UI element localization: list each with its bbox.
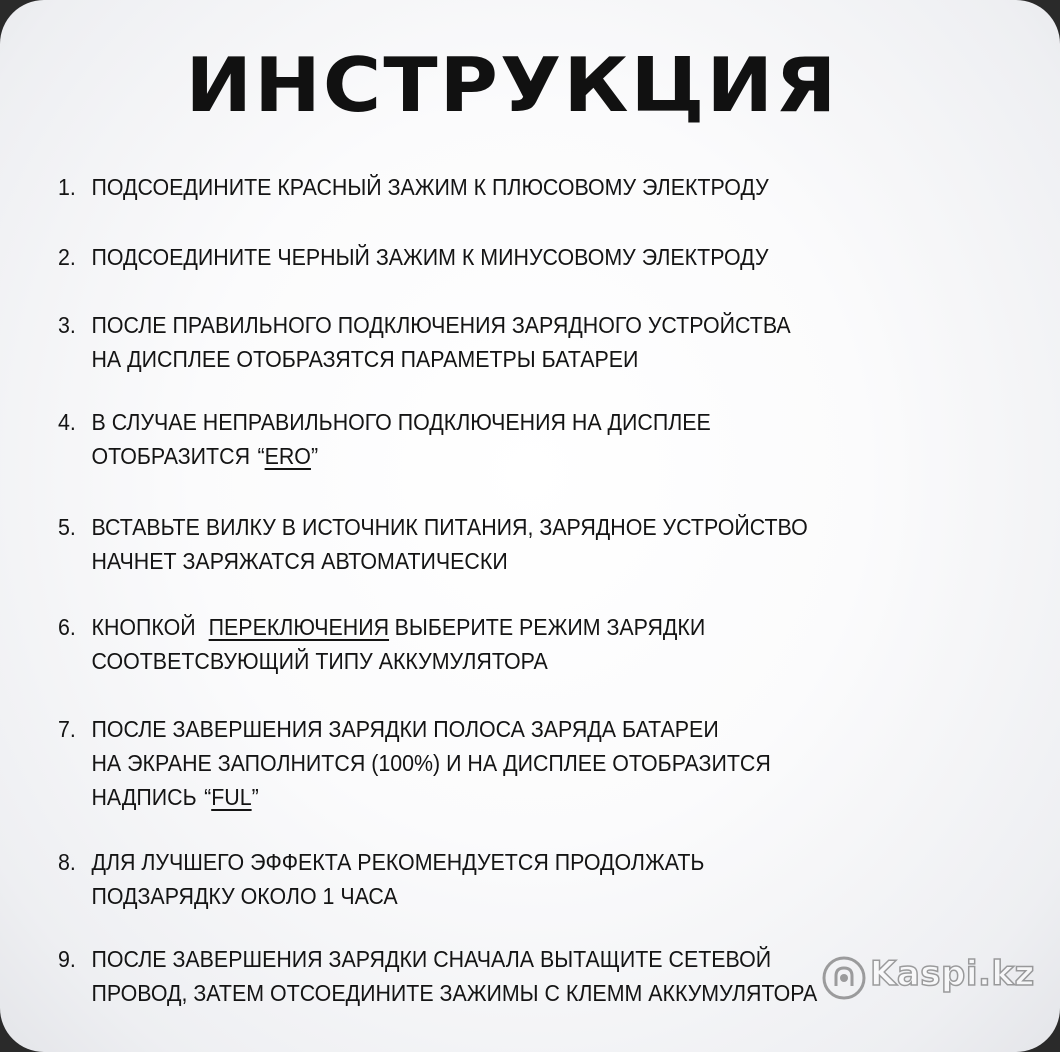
step-number: 1.: [58, 174, 76, 200]
step-number: 2.: [58, 244, 76, 270]
step-text: ПОСЛЕ ЗАВЕРШЕНИЯ ЗАРЯДКИ ПОЛОСА ЗАРЯДА БАТАРЕИ: [91, 716, 719, 742]
quote-open: “: [257, 443, 265, 469]
step-text: В СЛУЧАЕ НЕПРАВИЛЬНОГО ПОДКЛЮЧЕНИЯ НА ДИСПЛЕЕ: [91, 409, 711, 435]
page-title: ИНСТРУКЦИЯ: [185, 41, 839, 129]
step-line: [58, 308, 960, 342]
step-text: ПОСЛЕ ЗАВЕРШЕНИЯ ЗАРЯДКИ СНАЧАЛА ВЫТАЩИТЕ СЕТЕВОЙ: [91, 946, 772, 972]
step-number: 8.: [58, 849, 76, 875]
step-text: НА ЭКРАНЕ ЗАПОЛНИТСЯ (100%) И НА ДИСПЛЕЕ ОТОБРАЗИТСЯ: [91, 750, 771, 776]
step-text: СООТВЕТСВУЮЩИЙ ТИПУ АККУМУЛЯТОРА: [91, 648, 548, 674]
step-text: ПОДСОЕДИНИТЕ КРАСНЫЙ ЗАЖИМ К ПЛЮСОВОМУ ЭЛЕКТРОДУ: [91, 174, 769, 200]
step-text: ВСТАВЬТЕ ВИЛКУ В ИСТОЧНИК ПИТАНИЯ, ЗАРЯДНОЕ УСТРОЙСТВО: [91, 514, 808, 540]
instruction-step-2: [58, 240, 960, 274]
step-number: 6.: [58, 614, 76, 640]
kaspi-logo-icon: [822, 956, 866, 1000]
instruction-step-6: [58, 610, 960, 678]
quote-open: “: [204, 784, 212, 810]
step-text: ПОДСОЕДИНИТЕ ЧЕРНЫЙ ЗАЖИМ К МИНУСОВОМУ ЭЛЕКТРОДУ: [91, 244, 769, 270]
step-text: ПОСЛЕ ПРАВИЛЬНОГО ПОДКЛЮЧЕНИЯ ЗАРЯДНОГО УСТРОЙСТВА: [91, 312, 791, 338]
watermark-text: Kaspi.kz: [870, 954, 1035, 994]
quote-close: ”: [310, 443, 319, 469]
step-text: ОТОБРАЗИТСЯ: [91, 443, 251, 469]
instruction-step-3: [58, 308, 960, 376]
step-text: ПОДЗАРЯДКУ ОКОЛО 1 ЧАСА: [91, 883, 398, 909]
instruction-step-1: [58, 170, 960, 204]
switch-button-word: ПЕРЕКЛЮЧЕНИЯ: [208, 614, 390, 640]
status-code-ful: FUL: [211, 784, 252, 810]
kaspi-watermark: [822, 948, 1035, 1008]
step-line: [58, 439, 960, 473]
step-text: ВЫБЕРИТЕ РЕЖИМ ЗАРЯДКИ: [394, 614, 706, 640]
step-line: [58, 240, 960, 274]
instruction-step-4: [58, 405, 960, 473]
error-code-ero: ERO: [264, 443, 311, 469]
instruction-step-8: [58, 845, 960, 913]
step-line: [58, 712, 960, 746]
step-line: [58, 510, 960, 544]
step-line: [58, 845, 960, 879]
step-text: НАДПИСЬ: [91, 784, 197, 810]
step-text: ПРОВОД, ЗАТЕМ ОТСОЕДИНИТЕ ЗАЖИМЫ С КЛЕММ АККУМУЛЯТОРА: [91, 980, 818, 1006]
step-line: [58, 610, 960, 644]
quote-close: ”: [251, 784, 259, 810]
step-text: НАЧНЕТ ЗАРЯЖАТСЯ АВТОМАТИЧЕСКИ: [91, 548, 508, 574]
step-line: [58, 170, 960, 204]
step-number: 3.: [58, 312, 76, 338]
step-number: 5.: [58, 514, 76, 540]
instruction-step-7: [58, 712, 960, 814]
step-line: [58, 780, 960, 814]
step-text: НА ДИСПЛЕЕ ОТОБРАЗЯТСЯ ПАРАМЕТРЫ БАТАРЕИ: [91, 346, 639, 372]
step-text: ДЛЯ ЛУЧШЕГО ЭФФЕКТА РЕКОМЕНДУЕТСЯ ПРОДОЛЖАТЬ: [91, 849, 705, 875]
step-number: 9.: [58, 946, 76, 972]
instruction-step-5: [58, 510, 960, 578]
step-line: [58, 405, 960, 439]
step-number: 7.: [58, 716, 76, 742]
step-number: 4.: [58, 409, 76, 435]
step-text: КНОПКОЙ: [91, 614, 196, 640]
